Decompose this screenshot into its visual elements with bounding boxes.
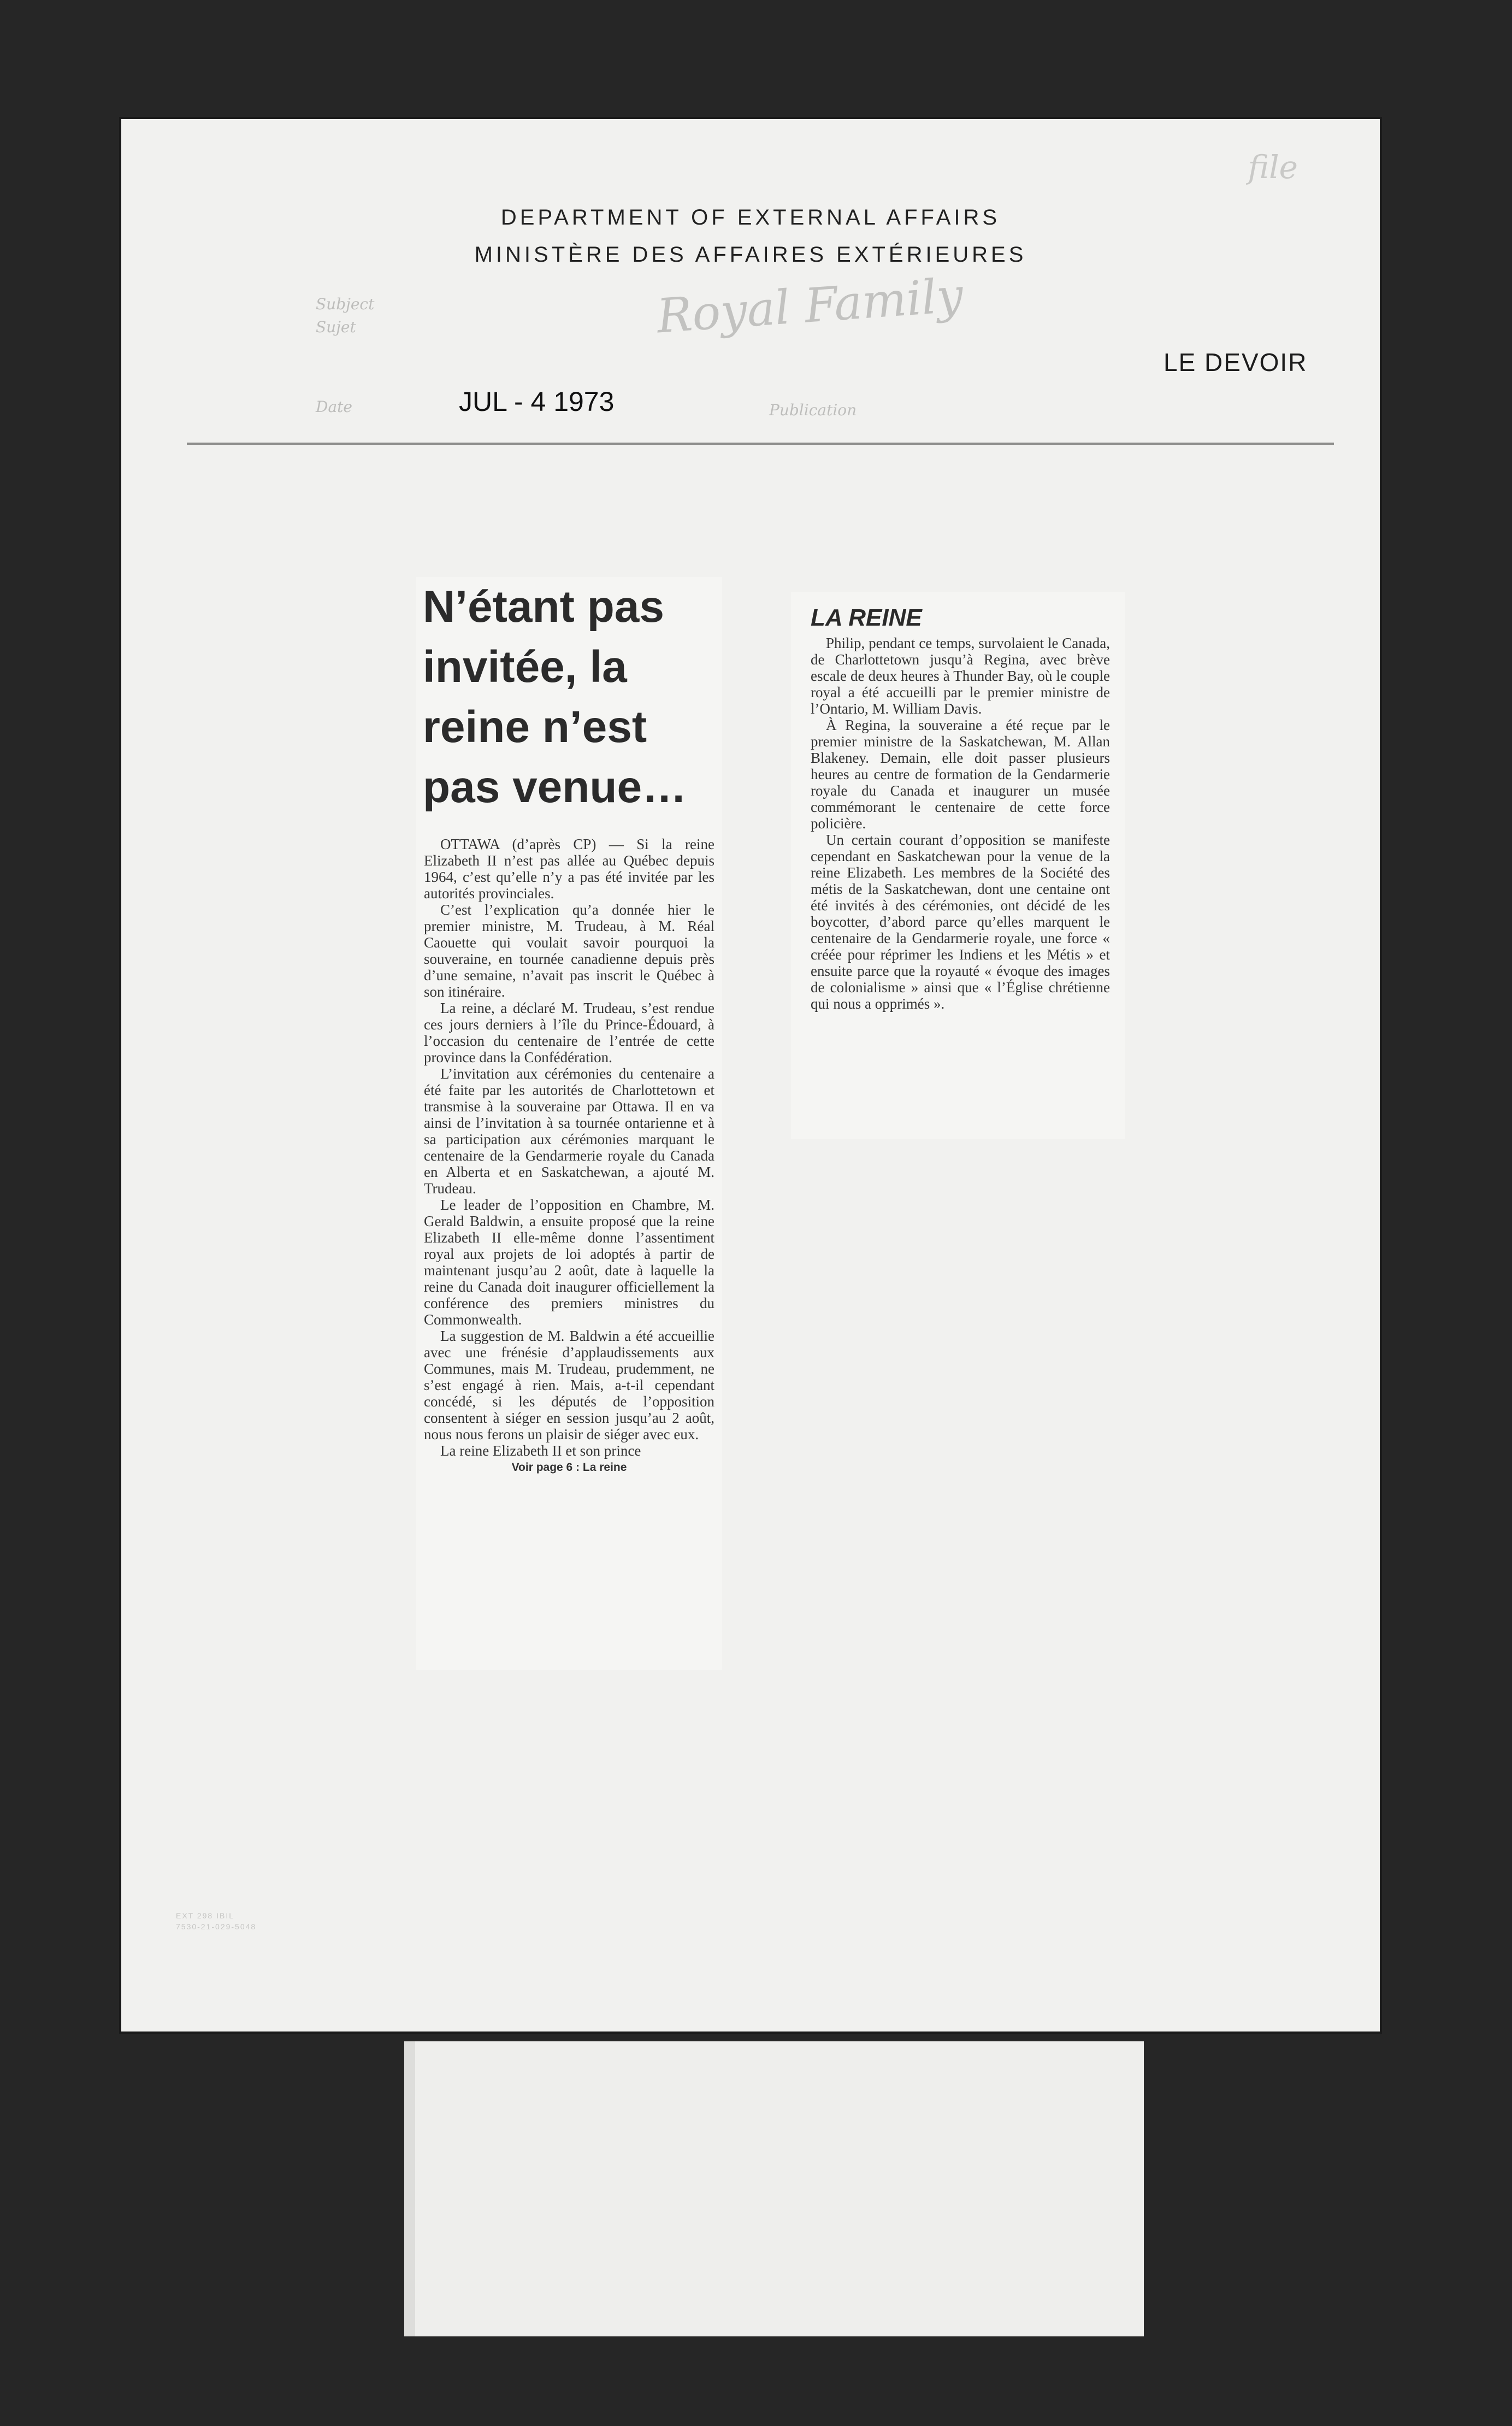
form-number-line: EXT 298 IBIL (176, 1911, 235, 1920)
continuation-paragraph: Philip, pendant ce temps, survolaient le Canada, de Charlottetown jusqu’à Regina, avec brève escale de deux heures à Thunder Bay, où le couple royal a été accueilli par le premier ministre de l’Ontario, M. William Davis. (811, 635, 1110, 717)
article-body (416, 836, 722, 1459)
article-paragraph: OTTAWA (d’après CP) — Si la reine Elizabeth II n’est pas allée au Québec depuis 1964, c’est qu’elle n’y a pas été invitée par les autorités provinciales. (424, 836, 714, 902)
article-paragraph: L’invitation aux cérémonies du centenaire a été faite par les autorités de Charlottetown et transmise à la souveraine par Ottawa. Il en va ainsi de l’invitation à sa tournée ontarienne et à sa participation aux cérémonies marquant le centenaire de la Gendarmerie royale du Canada en Alberta et en Saskatchewan, a ajouté M. Trudeau. (424, 1065, 714, 1197)
date-stamp: JUL - 4 1973 (459, 386, 615, 417)
article-paragraph: C’est l’explication qu’a donnée hier le premier ministre, M. Trudeau, à M. Réal Caouette qui voulait savoir pourquoi la souveraine, en tournée canadienne depuis près d’une semaine, n’avait pas inscrit le Québec à son itinéraire. (424, 902, 714, 1000)
corner-handwritten-note: file (1248, 149, 1298, 186)
department-name-en: DEPARTMENT OF EXTERNAL AFFAIRS (500, 205, 1001, 229)
header-divider (187, 443, 1334, 445)
publication-label: Publication (769, 401, 857, 419)
continuation-paragraph: À Regina, la souveraine a été reçue par le premier ministre de la Saskatchewan, M. Allan Blakeney. Demain, elle doit passer plusieurs heures au centre de formation de la Gendarmerie royale du Canada et inaugurer un musée commémorant le centenaire de cette force policière. (811, 717, 1110, 832)
subject-handwritten-value: Royal Family (655, 268, 965, 344)
continuation-heading: LA REINE (811, 604, 922, 631)
continuation-paragraph: Un certain courant d’opposition se manifeste cependant en Saskatchewan pour la venue de la reine Elizabeth. Les membres de la Société des métis de la Saskatchewan, dont une centaine ont été invités à des cérémonies, ont décidé de les boycotter, d’abord parce qu’elles marquent le centenaire de la Gendarmerie royale, une force « créée pour réprimer les Indiens et les Métis » et ensuite parce que la royauté « évoque des images de colonialisme » ainsi que « l’Église chrétienne qui nous a opprimés ». (811, 832, 1110, 1012)
form-number-stamp (176, 1910, 256, 1932)
article-headline: N’étant pas invitée, la reine n’est pas venue… (423, 582, 687, 812)
article-paragraph: La reine Elizabeth II et son prince (440, 1442, 641, 1459)
article-paragraph: La reine, a déclaré M. Trudeau, s’est rendue ces jours derniers à l’île du Prince-Édouard, à l’occasion du centenaire de l’entrée de cette province dans la Confédération. (424, 1000, 714, 1065)
continuation-clipping (791, 592, 1125, 1139)
subject-label: Subject (316, 295, 375, 313)
article-paragraph: Le leader de l’opposition en Chambre, M. Gerald Baldwin, a ensuite proposé que la reine Elizabeth II elle-même donne l’assentiment royal aux projets de loi adoptés à partir de maintenant jusqu’au 2 août, date à laquelle la reine du Canada doit inaugurer officiellement la conférence des premiers ministres du Commonwealth. (424, 1197, 714, 1328)
publication-value: LE DEVOIR (1163, 348, 1308, 376)
continuation-body (791, 635, 1125, 1012)
clipping-sheet (121, 119, 1380, 2032)
blank-slip (404, 2041, 1144, 2336)
date-label: Date (316, 398, 352, 416)
form-number-line: 7530-21-029-5048 (176, 1922, 257, 1931)
sujet-label: Sujet (316, 318, 356, 336)
article-paragraph: La suggestion de M. Baldwin a été accueillie avec une frénésie d’applaudissements aux Communes, mais M. Trudeau, prudemment, ne s’est engagé à rien. Mais, a-t-il cependant concédé, si les députés de l’opposition consentent à siéger en session jusqu’au 2 août, nous nous ferons un plaisir de siéger avec eux. (424, 1328, 714, 1442)
see-page-reference: Voir page 6 : La reine (511, 1461, 627, 1474)
department-name-fr: MINISTÈRE DES AFFAIRES EXTÉRIEURES (474, 243, 1027, 267)
article-clipping (416, 577, 722, 1670)
